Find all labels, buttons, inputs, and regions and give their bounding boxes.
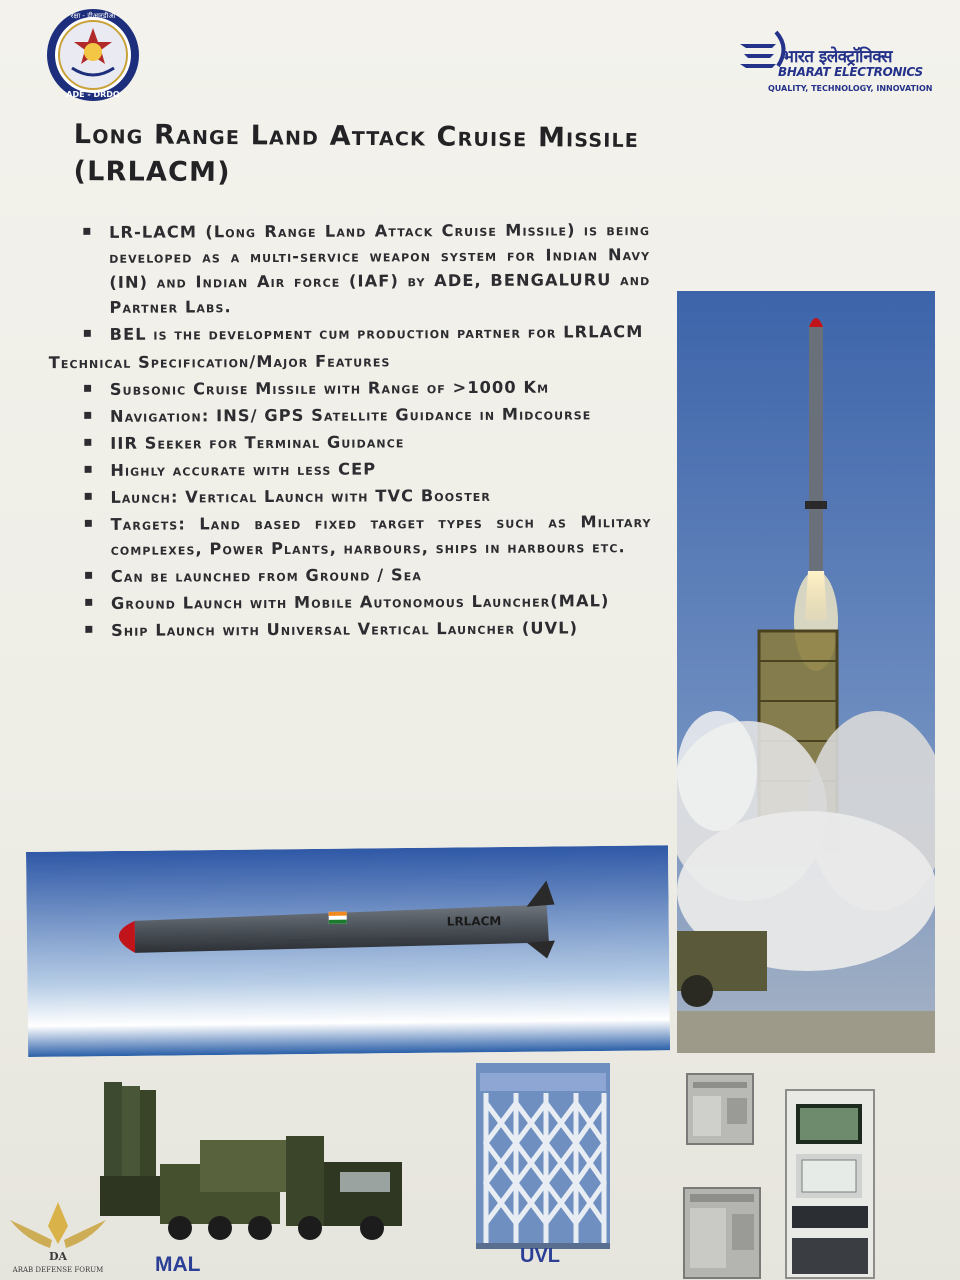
ade-logo-top-text: रक्षा - डीआरडीओ [70, 12, 116, 20]
ade-drdo-logo [46, 8, 140, 102]
forum-watermark-logo [6, 1196, 110, 1276]
spec-bullet-seeker: ▪ IIR Seeker for Terminal Guidance [83, 428, 651, 456]
electronics-cabinet-image-2 [680, 1184, 764, 1280]
spec-bullet-platforms: ▪ Can be launched from Ground / Sea [84, 561, 652, 589]
control-console-image [782, 1088, 878, 1280]
spec-bullet-ship-launch: ▪ Ship Launch with Universal Vertical Launcher (UVL) [84, 615, 652, 643]
watermark-forum-name: ARAB DEFENSE FORUM [12, 1266, 104, 1274]
spec-bullet-accuracy: ▪ Highly accurate with less CEP [83, 455, 651, 483]
watermark-initials: DA [48, 1250, 68, 1263]
feature-list [48, 217, 652, 645]
spec-bullet-navigation: ▪ Navigation: INS/ GPS Satellite Guidance in Midcourse [83, 401, 651, 429]
mal-launcher-image [60, 1076, 410, 1246]
spec-bullet-targets: ▪ Targets: Land based fixed target types such as Military complexes, Power Plants, harbours, ships in harbours etc. [84, 509, 652, 562]
intro-bullet-2: ▪ BEL is the development cum production partner for LRLACM [83, 319, 651, 347]
bel-hindi-name: भारत इलेक्ट्रॉनिक्स [782, 47, 893, 67]
electronics-cabinet-image-1 [683, 1070, 757, 1146]
uvl-caption: UVL [520, 1245, 560, 1267]
title-line-1: Long Range Land Attack Cruise Missile [73, 118, 640, 154]
poster-title [73, 116, 793, 195]
spec-heading: Technical Specification/Major Features [48, 351, 391, 373]
launch-photo [677, 291, 935, 1053]
uvl-launcher-image [476, 1063, 610, 1249]
missile-in-flight-image [26, 845, 670, 1057]
ade-logo-bottom-text: ADE - DRDO [66, 90, 120, 99]
bel-english-name: BHARAT ELECTRONICS [778, 65, 923, 79]
intro-bullet-1: ▪ LR-LACM (Long Range Land Attack Cruise Missile) is being developed as a multi-service weapon system for Indian Navy (IN) and Indian Air force (IAF) by ADE, BENGALURU and Partner Labs. [82, 217, 651, 320]
spec-bullet-range: ▪ Subsonic Cruise Missile with Range of >1000 Km [83, 374, 651, 402]
spec-bullet-ground-launch: ▪ Ground Launch with Mobile Autonomous Launcher(MAL) [84, 588, 652, 616]
spec-bullet-launch: ▪ Launch: Vertical Launch with TVC Booster [83, 482, 651, 510]
title-line-2: (LRLACM) [73, 155, 231, 189]
missile-body-label: LRLACM [446, 914, 502, 929]
bel-tagline: QUALITY, TECHNOLOGY, INNOVATION [768, 84, 933, 93]
mal-caption: MAL [155, 1253, 201, 1276]
